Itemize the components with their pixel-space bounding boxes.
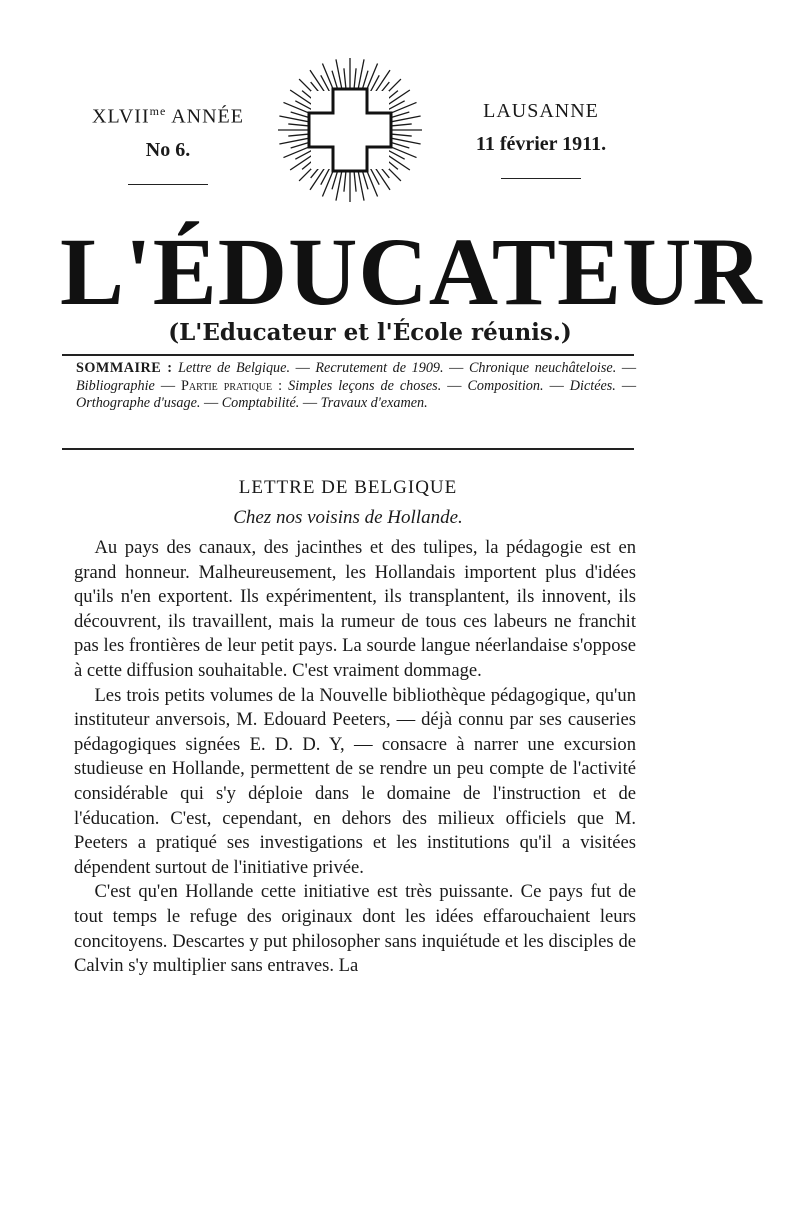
issue-date: 11 février 1911. [475,133,607,155]
sommaire-label: SOMMAIRE : [76,360,173,376]
sommaire-item: Chronique neuchâteloise. [468,360,617,376]
sommaire-item: — [203,395,222,411]
sommaire-item: — [160,377,182,394]
emblem-ray [390,124,412,126]
issue-number: No 6. [145,138,191,161]
emblem-ray [344,170,346,192]
sommaire-item: Travaux d'examen. [320,395,428,411]
volume-label [78,98,258,130]
header-right-rule [501,178,581,179]
emblem-ray [354,170,356,192]
volume-suffix: me [149,104,167,118]
sommaire-block [76,360,636,413]
annee-label: ANNÉE [171,105,244,128]
sommaire-item: — [447,377,468,394]
sommaire-top-rule [62,354,634,356]
sommaire-item: — [295,360,316,376]
volume-number: XLVII [92,105,150,128]
article-body [74,536,636,979]
sommaire-item: Bibliographie [76,377,155,394]
sommaire-item: Composition. [467,377,544,394]
sommaire-item: Dictées. [569,377,616,394]
emblem-ray [390,134,412,136]
sommaire-item: Comptabilité. [221,395,300,411]
sommaire-item: Recrutement de 1909. [315,360,444,376]
masthead-title: L'ÉDUCATEUR [60,218,763,325]
emblem-ray [288,134,310,136]
sommaire-item: — [302,395,321,411]
sommaire-item: — [621,360,637,376]
sommaire-item: — [549,377,570,394]
article-subtitle: Chez nos voisins de Hollande. [233,507,463,528]
article-paragraph: Au pays des canaux, des jacinthes et des tulipes, la pédagogie est en grand honneur. Malheureusement, les Hollandais importent plus d'idées qu'ils n'en exportent. Ils expérimentent, ils transplantent, ils innovent, ils découvrent, ils travaillent, mais la rumeur de tous ces labeurs ne franchit pas les frontières de leur petit pays. La sourde langue néerlandaise s'oppose à cette diffusion souhaitable. C'est vraiment dommage. [74,537,636,681]
sommaire-item: : [278,377,289,394]
masthead-subtitle: (L'Educateur et l'École réunis.) [168,319,572,346]
article-title: LETTRE DE BELGIQUE [238,477,458,498]
sommaire-item: Simples leçons de choses. [288,377,442,394]
article-paragraph: C'est qu'en Hollande cette initiative est très puissante. Ce pays fut de tout temps le refuge des originaux dont les idées effarouchaient leurs concitoyens. Descartes y put philosopher sans inquiétude et les disciples de Calvin s'y multiplier sans entraves. La [74,881,636,977]
sommaire-item: Lettre de Belgique. [178,360,290,376]
sommaire-item: Orthographe d'usage. [76,395,201,411]
header-right [436,98,646,179]
emblem-ray [354,68,356,90]
sommaire-item: — [621,377,637,394]
swiss-cross-emblem [275,55,425,205]
article-paragraph: Les trois petits volumes de la Nouvelle bibliothèque pédagogique, qu'un instituteur anversois, M. Edouard Peeters, — déjà connu par ses causeries pédagogiques signées E. D. D. Y, — consacre à narrer une excursion studieuse en Hollande, permettent de se rendre un peu compte de l'activité considérable qui s'y déploie dans le domaine de l'instruction et de l'éducation. C'est, cependant, en dehors des milieux officiels que M. Peeters a pratiqué ses investigations et les institutions qu'il a visitées dépendent surtout de l'initiative privée. [74,684,636,878]
sommaire-bottom-rule [62,448,634,450]
emblem-ray [344,68,346,90]
sommaire-item: — [449,360,469,376]
emblem-ray [288,124,310,126]
city-label: LAUSANNE [483,100,599,122]
header-left [78,98,258,185]
sommaire-item: Partie pratique [181,377,273,394]
header-left-rule [128,184,208,185]
